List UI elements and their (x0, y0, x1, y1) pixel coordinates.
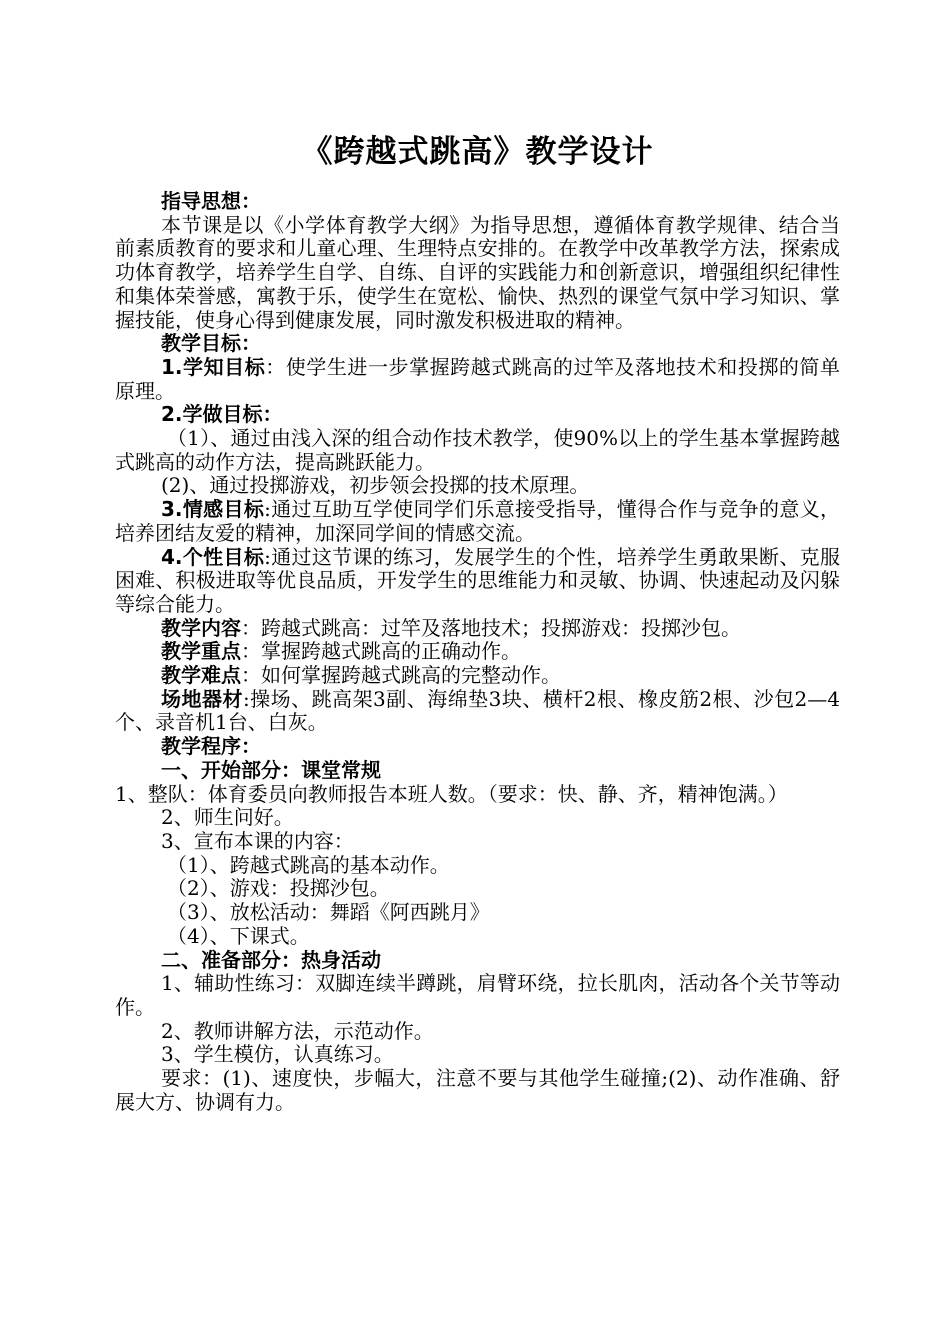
goal3-label: 3.情感目标 (161, 497, 265, 522)
key-paragraph (115, 640, 840, 664)
part1-sub-1: （1）、跨越式跳高的基本动作。 (167, 852, 450, 877)
document-body (115, 190, 840, 1114)
document-title: 《跨越式跳高》教学设计 (301, 134, 654, 170)
guiding-text: 本节课是以《小学体育教学大纲》为指导思想，遵循体育教学规律、结合当前素质教育的要求和儿童心理、生理特点安排的。在教学中改革教学方法，探索成功体育教学，培养学生自学、自练、自评的实践能力和创新意识，增强组织纪律性和集体荣誉感，寓教于乐，使学生在宽松、愉快、热烈的课堂气氛中学习知识、掌握技能，使身心得到健康发展，同时激发积极进取的精神。 (115, 212, 840, 332)
part2-item-2: 2、教师讲解方法，示范动作。 (161, 1018, 434, 1043)
part1-heading: 一、开始部分：课堂常规 (161, 757, 381, 782)
key-text: ：掌握跨越式跳高的正确动作。 (241, 639, 521, 664)
goal4-label: 4.个性目标 (161, 544, 265, 569)
goals-heading: 教学目标： (161, 331, 261, 356)
content-label: 教学内容 (161, 615, 241, 640)
part1-sub-4: （4）、下课式。 (167, 923, 310, 948)
goal4-paragraph (115, 546, 840, 617)
goal1-paragraph (115, 356, 840, 403)
equipment-label: 场地器材 (161, 686, 243, 711)
part2-item-1: 1、辅助性练习：双脚连续半蹲跳，肩臂环绕，拉长肌肉，活动各个关节等动作。 (115, 971, 840, 1019)
goal2-label: 2.学做目标： (161, 402, 283, 427)
difficult-paragraph (115, 664, 840, 688)
equipment-text: :操场、跳高架3副、海绵垫3块、横杆2根、橡皮筋2根、沙包2—4个、录音机1台、白灰。 (115, 686, 841, 735)
goal1-label: 1.学知目标 (161, 354, 266, 379)
part1-item-1: 1、整队：体育委员向教师报告本班人数。（要求：快、静、齐，精神饱满。） (115, 781, 788, 806)
content-paragraph (115, 617, 840, 641)
document-page (115, 128, 840, 1114)
part1-item-3: 3、宣布本课的内容： (161, 828, 354, 853)
difficult-text: ：如何掌握跨越式跳高的完整动作。 (241, 663, 561, 688)
difficult-label: 教学难点 (161, 663, 241, 688)
part2-heading: 二、准备部分：热身活动 (161, 947, 381, 972)
procedure-heading: 教学程序： (161, 734, 261, 759)
content-text: ：跨越式跳高：过竿及落地技术；投掷游戏：投掷沙包。 (241, 615, 741, 640)
goal3-paragraph (115, 498, 840, 545)
goal1-text: ：使学生进一步掌握跨越式跳高的过竿及落地技术和投掷的简单原理。 (115, 354, 841, 403)
part2-item-3: 3、学生模仿，认真练习。 (161, 1042, 394, 1067)
key-label: 教学重点 (161, 639, 241, 664)
part1-sub-3: （3）、放松活动：舞蹈《阿西跳月》 (167, 900, 490, 925)
equipment-paragraph (115, 688, 840, 735)
part1-sub-2: （2）、游戏：投掷沙包。 (167, 876, 390, 901)
goal3-text: :通过互助互学使同学们乐意接受指导，懂得合作与竞争的意义，培养团结友爱的精神，加深同学间的情感交流。 (115, 497, 840, 545)
goal2-item-2: (2)、通过投掷游戏，初步领会投掷的技术原理。 (161, 473, 590, 498)
goal4-text: :通过这节课的练习，发展学生的个性，培养学生勇敢果断、克服困难、积极进取等优良品质，开发学生的思维能力和灵敏、协调、快速起动及闪躲等综合能力。 (115, 544, 840, 616)
goal2-item-1: （1）、通过由浅入深的组合动作技术教学，使90%以上的学生基本掌握跨越式跳高的动作方法，提高跳跃能力。 (115, 426, 840, 474)
part2-requirements: 要求：(1)、速度快，步幅大，注意不要与其他学生碰撞;(2)、动作准确、舒展大方、协调有力。 (115, 1066, 840, 1114)
part1-item-2: 2、师生问好。 (161, 805, 294, 830)
guiding-heading: 指导思想： (161, 189, 261, 213)
